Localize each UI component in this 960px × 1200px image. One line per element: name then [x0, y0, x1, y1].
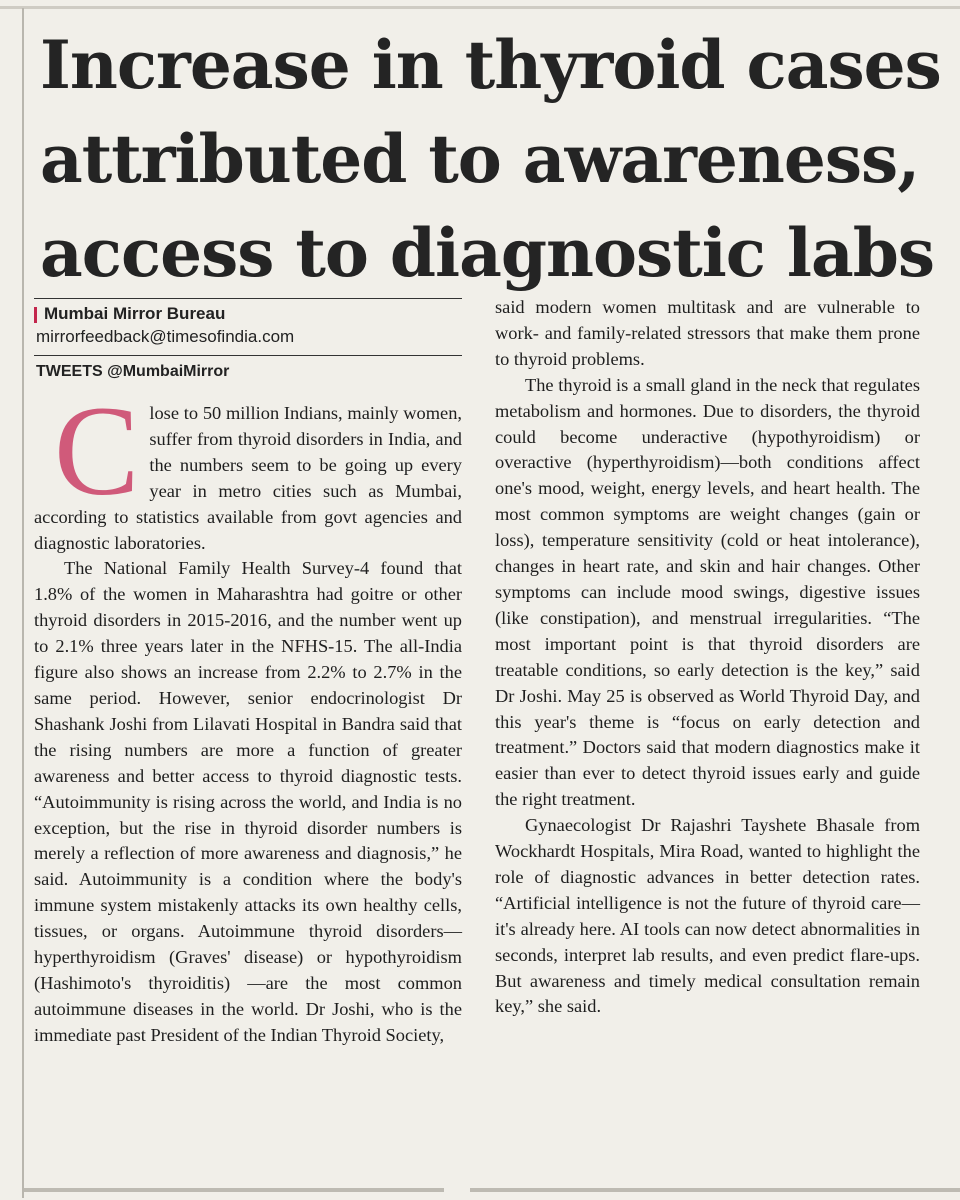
paragraph-4: The thyroid is a small gland in the neck that regulates metabolism and hormones. Due to disorders, the thyroid could become underactive (hypothyroidism) or overactive (hyperthyroidism)—both conditions affect one's mood, weight, energy levels, and heart health. The most common symptoms are weight changes (gain or loss), temperature sensitivity (cold or heat intolerance), changes in heart rate, and skin and hair changes. Other symptoms can include mood swings, digestive issues (like constipation), and menstrual irregularities. “The most important point is that thyroid disorders are treatable conditions, so early detection is the key,” said Dr Joshi. May 25 is observed as World Thyroid Day, and this year's theme is “focus on early detection and treatment.” Doctors said that modern diagnostics make it easier than ever to detect thyroid issues early and guide the right treatment.: [495, 374, 920, 810]
dropcap: C: [54, 380, 140, 522]
article-column-right: [495, 295, 920, 1020]
byline-bottom-rule: [34, 355, 462, 356]
top-rule: [0, 6, 960, 9]
paragraph-1: [34, 380, 462, 556]
bottom-rule-right: [470, 1188, 960, 1192]
article-column-left: [34, 380, 462, 1049]
byline-bureau: Mumbai Mirror Bureau: [34, 303, 462, 325]
paragraph-1-text: lose to 50 million Indians, mainly women, suffer from thyroid disorders in India, and the numbers seem to be going up every year in metro cities such as Mumbai, according to statistics available from govt agencies and diagnostic laboratories.: [34, 403, 462, 553]
paragraph-3: said modern women multitask and are vulnerable to work- and family-related stressors that make them prone to thyroid problems.: [495, 297, 920, 369]
headline: [40, 18, 940, 300]
paragraph-2: The National Family Health Survey-4 found that 1.8% of the women in Maharashtra had goitre or other thyroid disorders in 2015-2016, and the number went up to 2.1% three years later in the NFHS-15. The all-India figure also shows an increase from 2.2% to 2.7% in the same period. However, senior endocrinologist Dr Shashank Joshi from Lilavati Hospital in Bandra said that the rising numbers are more a function of greater awareness and better access to thyroid diagnostic tests. “Autoimmunity is rising across the world, and India is no exception, but the rise in thyroid disorder numbers is merely a reflection of more awareness and diagnosis,” he said. Autoimmunity is a condition where the body's immune system mistakenly attacks its own healthy cells, tissues, or organs. Autoimmune thyroid disorders—hyperthyroidism (Graves' disease) or hypothyroidism (Hashimoto's thyroiditis) —are the most common autoimmune diseases in the world. Dr Joshi, who is the immediate past President of the Indian Thyroid Society,: [34, 558, 462, 1045]
byline: [34, 298, 462, 383]
paragraph-5: Gynaecologist Dr Rajashri Tayshete Bhasale from Wockhardt Hospitals, Mira Road, wanted to highlight the role of diagnostic advances in better detection rates. “Artificial intelligence is not the future of thyroid care—it's already here. AI tools can now detect abnormalities in seconds, interpret lab results, and even predict flare-ups. But awareness and timely medical consultation remain key,” she said.: [495, 815, 920, 1017]
headline-line-2: attributed to awareness,: [40, 120, 920, 198]
byline-top-rule: [34, 298, 462, 299]
column-rule: [22, 8, 24, 1198]
bottom-rule-left: [24, 1188, 444, 1192]
byline-tweets: TWEETS @MumbaiMirror: [36, 363, 230, 380]
headline-line-1: Increase in thyroid cases: [40, 26, 941, 104]
byline-email: mirrorfeedback@timesofindia.com: [36, 327, 295, 346]
headline-line-3: access to diagnostic labs: [40, 214, 935, 292]
